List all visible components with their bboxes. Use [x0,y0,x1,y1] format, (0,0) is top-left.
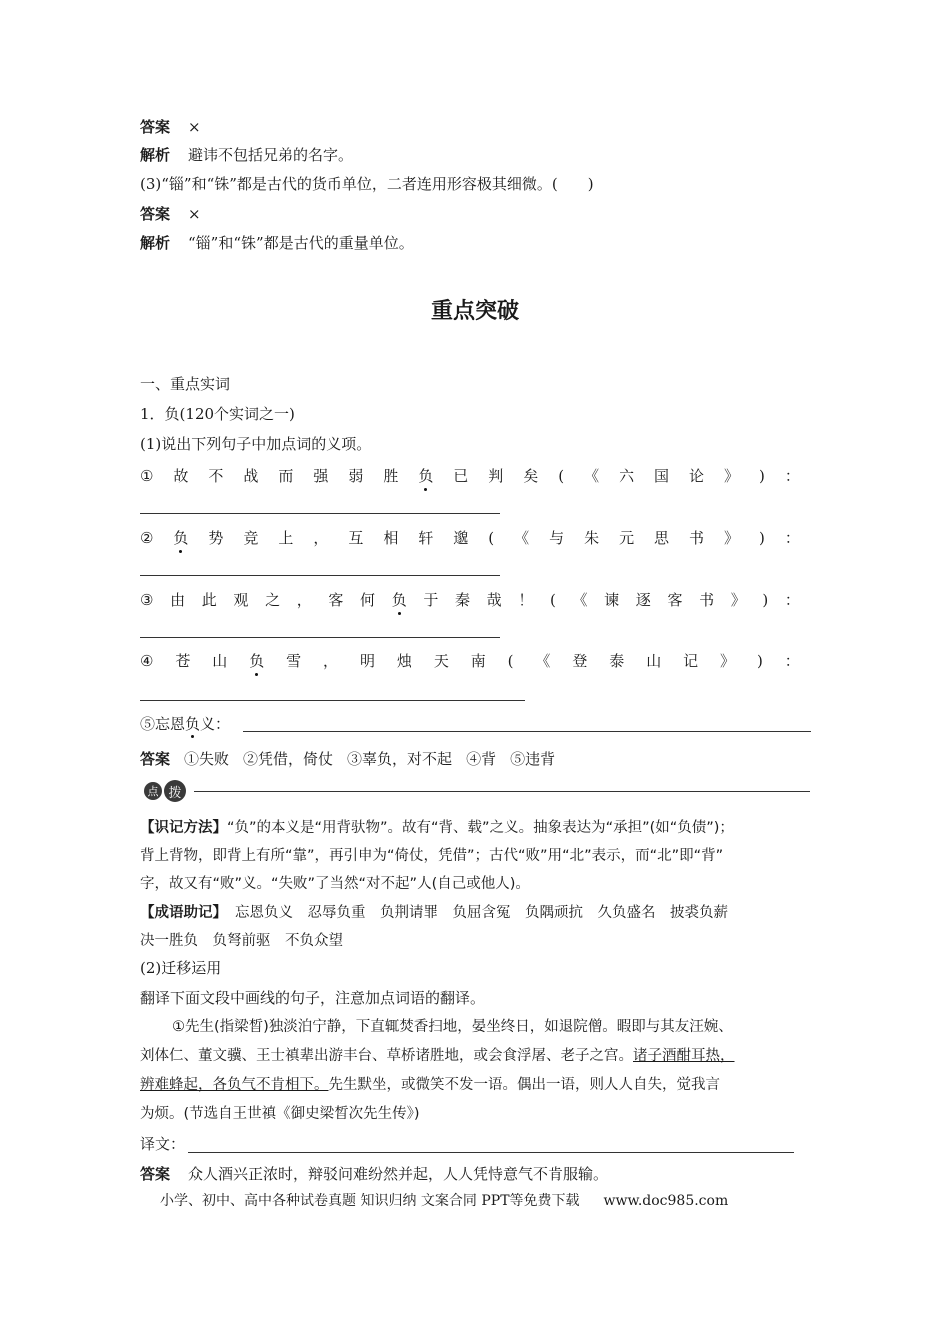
answer-line-1 [140,117,201,137]
dotted-word: 负 [391,591,407,609]
instruction: 翻译下面文段中画线的句子，注意加点词语的翻译。 [140,989,486,1007]
underlined-sentence: 诸子酒酣耳热， [633,1048,735,1064]
item-heading: 1．负(120个实词之一) [140,405,295,423]
sub-question-2: (2)迁移运用 [140,959,222,977]
passage-line-4: 为烦。(节选自王世禛《御史梁晳次先生传》) [140,1106,420,1122]
dotted-word: 负 [249,652,265,670]
memo-line-3: 字，故又有“败”义。“失败”了当然“对不起”人(自己或他人)。 [140,876,530,892]
tip-banner [140,780,810,802]
sub-question-1: (1)说出下列句子中加点词的义项。 [140,435,372,453]
tip-divider [194,791,810,792]
sentence-3: ③ 由 此 观 之 ， 客 何 负 于 秦 哉 ！ ( 《 谏 逐 客 书 》 ) ： [140,591,800,609]
answer-blank-5[interactable] [243,731,811,732]
passage-line-2: 刘体仁、董文骥、王士禛辈出游丰台、草桥诸胜地，或会食浮屠、老子之宫。诸子酒酣耳热， [140,1048,735,1064]
sentence-5: ⑤忘恩负义： [140,715,231,733]
dotted-word: 负 [173,529,189,547]
sentence-4: ④ 苍 山 负 雪 ， 明 烛 天 南 ( 《 登 泰 山 记 》 ) ： [140,652,800,670]
answer-label: 答案 [140,1165,171,1183]
answer-blank-2[interactable] [140,575,500,576]
dotted-word: 负 [185,715,201,733]
dotted-word: 负 [418,467,434,485]
idiom-line-2: 决一胜负 负弩前驱 不负众望 [140,933,343,949]
answer-line-4: 答案 众人酒兴正浓时，辩驳问难纷然并起，人人凭恃意气不肯服输。 [140,1165,609,1183]
memo-label: 【识记方法】 [140,820,227,836]
answer-label: 答案 [140,750,171,768]
footer-text: 小学、初中、高中各种试卷真题 知识归纳 文案合同 PPT等免费下载 [160,1193,580,1209]
underlined-sentence: 辨难蜂起，各负气不肯相下。 [140,1077,329,1093]
section-title: 重点突破 [430,299,519,324]
footer-link[interactable]: www.doc985.com [603,1193,729,1209]
explanation-label: 解析 [140,146,171,164]
translation-label: 译文： [140,1135,186,1153]
explanation-text: “锱”和“铢”都是古代的重量单位。 [188,234,414,252]
answer-line-2 [140,204,201,224]
memo-line-1: 【识记方法】“负”的本义是“用背驮物”。故有“背、载”之义。抽象表达为“承担”(如“负债”)； [140,820,734,836]
sentence-2: ② 负 势 竞 上 ， 互 相 轩 邈 ( 《 与 朱 元 思 书 》 ) ： [140,529,800,547]
explanation-label: 解析 [140,234,171,252]
sentence-1: ① 故 不 战 而 强 弱 胜 负 已 判 矣 ( 《 六 国 论 》 ) ： [140,467,800,485]
explanation-line-2 [140,233,414,253]
answer-line-3: 答案 ①失败 ②凭借，倚仗 ③辜负，对不起 ④背 ⑤违背 [140,750,556,768]
section-heading: 一、重点实词 [140,375,231,393]
translation-blank[interactable] [188,1152,794,1153]
idiom-label: 【成语助记】 [140,905,227,921]
explanation-line-1 [140,145,353,165]
idiom-line-1: 【成语助记】 忘恩负义 忍辱负重 负荆请罪 负屈含冤 负隅顽抗 久负盛名 披裘负薪 [140,905,728,921]
answer-label: 答案 [140,118,171,136]
memo-line-2: 背上背物，即背上有所“靠”，再引申为“倚仗，凭借”；古代“败”用“北”表示，而“北”即“背” [140,848,724,864]
passage-line-3: 辨难蜂起，各负气不肯相下。先生默坐，或微笑不发一语。偶出一语，则人人自失，觉我言 [140,1077,720,1093]
explanation-text: 避讳不包括兄弟的名字。 [188,146,354,164]
tip-badge-2: 拨 [164,780,186,802]
answer-blank-4[interactable] [140,700,525,701]
question-3: (3)“锱”和“铢”都是古代的货币单位，二者连用形容极其细微。( ) [140,175,594,193]
passage-line-1: ①先生(指梁晳)独淡泊宁静，下直辄焚香扫地，晏坐终日，如退院僧。暇即与其友汪婉、 [172,1019,733,1035]
footer [160,1190,728,1210]
answer-label: 答案 [140,205,171,223]
tip-badge-1: 点 [144,782,162,800]
answer-blank-1[interactable] [140,513,500,514]
answer-value: × [188,205,201,223]
answer-value: × [188,118,201,136]
answer-blank-3[interactable] [140,637,500,638]
